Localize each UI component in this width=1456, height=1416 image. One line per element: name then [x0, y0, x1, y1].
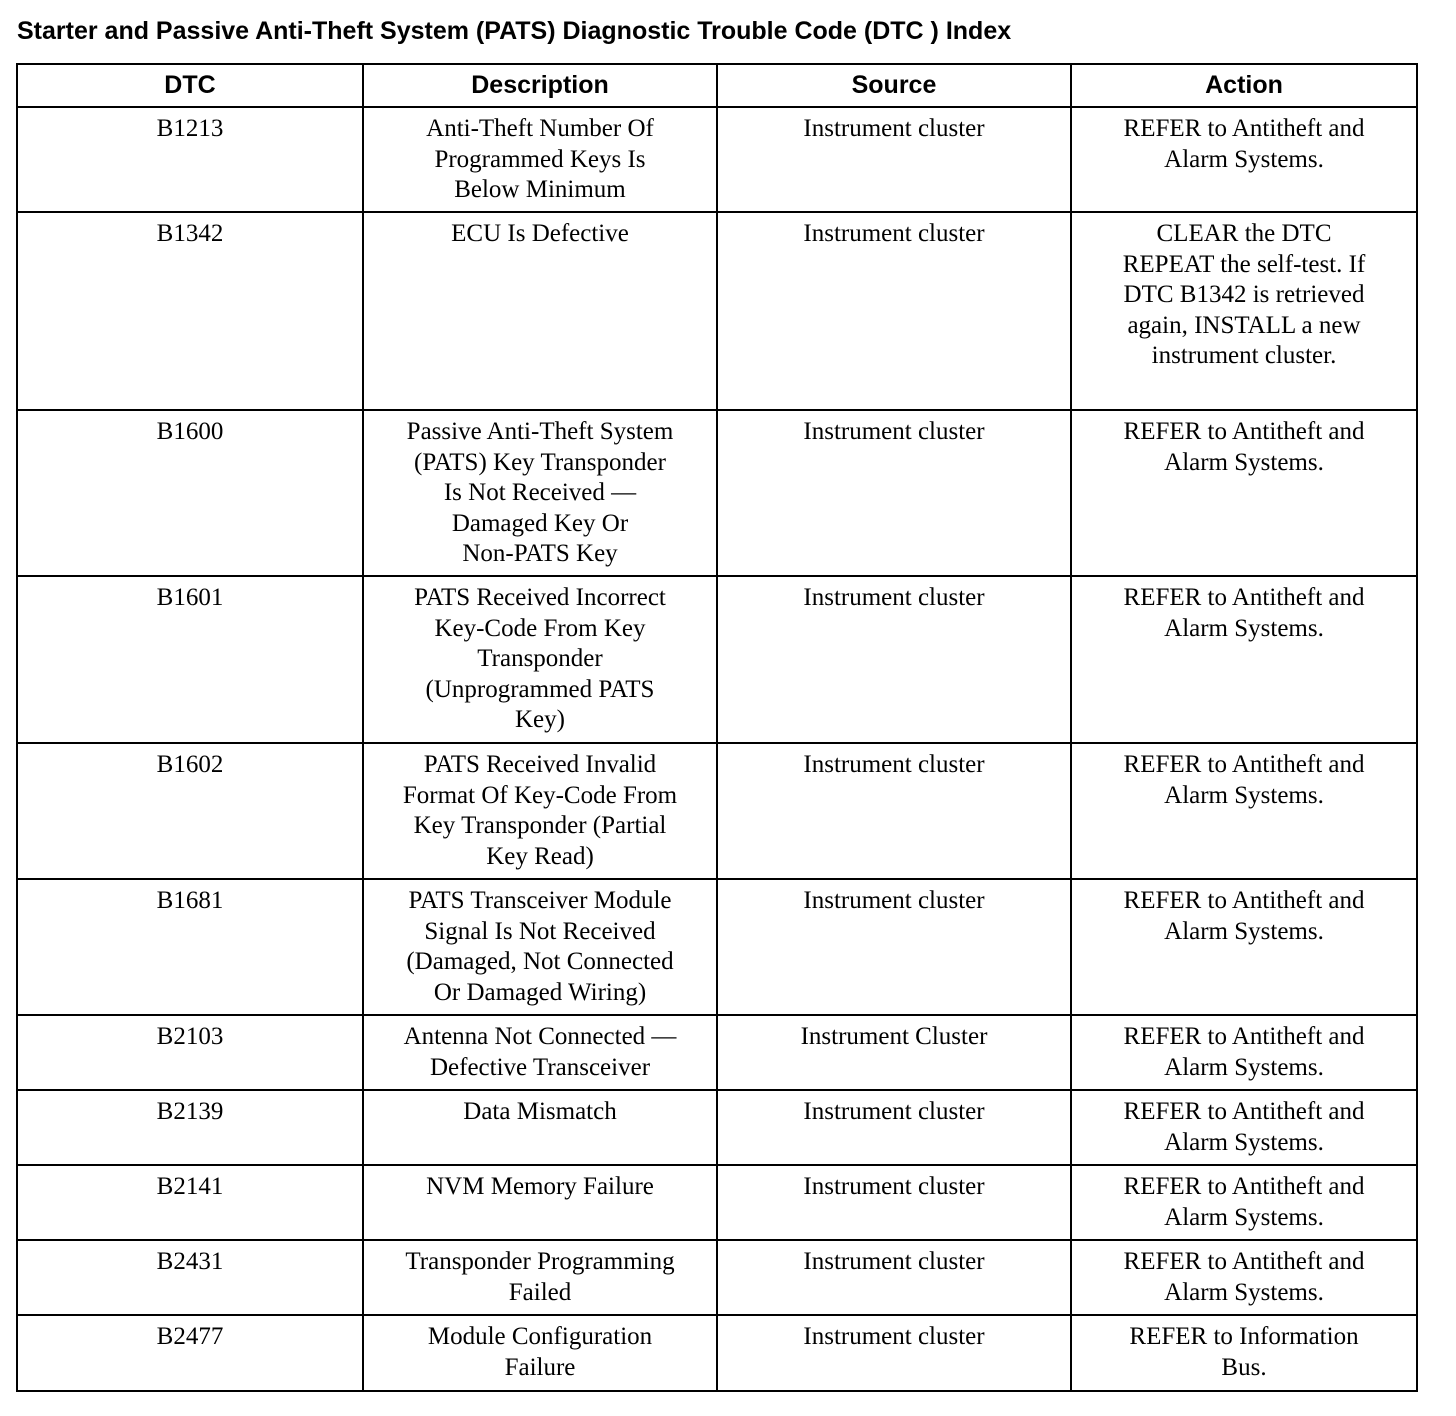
dtc-cell: B1601 — [17, 576, 363, 743]
action-cell-line: REFER to Antitheft and — [1123, 1098, 1365, 1125]
description-cell-line: PATS Received Incorrect — [414, 584, 666, 611]
action-cell — [1071, 212, 1417, 410]
description-cell — [363, 1315, 717, 1391]
action-cell-line: again, INSTALL a new — [1127, 311, 1361, 339]
dtc-cell: B2139 — [17, 1090, 363, 1165]
description-cell — [363, 1165, 717, 1240]
action-cell-line: REFER to Antitheft and — [1123, 751, 1365, 778]
action-cell-line: instrument cluster. — [1151, 342, 1337, 369]
description-cell-line: Format Of Key-Code From — [402, 781, 678, 809]
source-cell: Instrument cluster — [717, 1090, 1071, 1165]
action-cell-line: REFER to Antitheft and — [1123, 1248, 1365, 1275]
table-row — [17, 576, 1417, 743]
description-cell-line: Or Damaged Wiring) — [433, 978, 647, 1006]
action-cell-line: Alarm Systems. — [1164, 917, 1324, 945]
dtc-cell: B2431 — [17, 1240, 363, 1315]
action-cell — [1071, 743, 1417, 879]
column-header-source: Source — [717, 64, 1071, 107]
action-cell — [1071, 1090, 1417, 1165]
description-cell — [363, 1015, 717, 1090]
description-cell-line: ECU Is Defective — [451, 220, 629, 247]
description-cell-line: Defective Transceiver — [429, 1053, 651, 1081]
action-cell-line: Alarm Systems. — [1164, 448, 1324, 476]
table-row — [17, 743, 1417, 879]
description-cell-line: NVM Memory Failure — [426, 1173, 654, 1200]
table-row — [17, 212, 1417, 410]
description-cell-line: Data Mismatch — [463, 1098, 617, 1125]
action-cell-line: REFER to Antitheft and — [1123, 418, 1365, 445]
action-cell — [1071, 1015, 1417, 1090]
dtc-cell: B1213 — [17, 107, 363, 212]
action-cell-line: REFER to Antitheft and — [1123, 1023, 1365, 1050]
action-cell-line: REFER to Information — [1129, 1323, 1359, 1350]
description-cell-line: Failed — [508, 1278, 572, 1306]
action-cell-line: DTC B1342 is retrieved — [1123, 281, 1365, 308]
action-cell — [1071, 410, 1417, 576]
description-cell-line: Signal Is Not Received — [424, 917, 656, 945]
table-row — [17, 1240, 1417, 1315]
description-cell-line: Damaged Key Or — [451, 509, 629, 537]
table-row — [17, 1165, 1417, 1240]
description-cell-line: Below Minimum — [454, 176, 626, 203]
action-cell-line: Alarm Systems. — [1164, 781, 1324, 809]
description-cell-line: Programmed Keys Is — [434, 145, 646, 173]
source-cell: Instrument cluster — [717, 743, 1071, 879]
action-cell-line: REPEAT the self-test. If — [1122, 250, 1366, 278]
action-cell-line: REFER to Antitheft and — [1123, 887, 1365, 914]
dtc-cell: B1600 — [17, 410, 363, 576]
table-row — [17, 1315, 1417, 1391]
description-cell-line: (Damaged, Not Connected — [406, 948, 674, 975]
description-cell — [363, 1240, 717, 1315]
description-cell-line: Antenna Not Connected — — [403, 1023, 677, 1050]
action-cell-line: Alarm Systems. — [1164, 1053, 1324, 1081]
action-cell-line: Alarm Systems. — [1164, 614, 1324, 642]
description-cell-line: Key Transponder (Partial — [413, 812, 667, 839]
description-cell-line: Module Configuration — [427, 1323, 653, 1350]
table-row — [17, 1090, 1417, 1165]
action-cell-line: REFER to Antitheft and — [1123, 1173, 1365, 1200]
action-cell-line: Alarm Systems. — [1164, 1203, 1324, 1231]
description-cell-line: Key-Code From Key — [434, 614, 646, 642]
description-cell-line: Transponder Programming — [405, 1248, 675, 1275]
description-cell-line: Non-PATS Key — [462, 540, 618, 567]
dtc-cell: B1602 — [17, 743, 363, 879]
action-cell — [1071, 576, 1417, 743]
column-header-description: Description — [363, 64, 717, 107]
source-cell: Instrument cluster — [717, 212, 1071, 410]
source-cell: Instrument cluster — [717, 1315, 1071, 1391]
source-cell: Instrument cluster — [717, 107, 1071, 212]
description-cell-line: Failure — [504, 1353, 576, 1381]
source-cell: Instrument cluster — [717, 1240, 1071, 1315]
description-cell-line: Key) — [515, 706, 565, 733]
source-cell: Instrument Cluster — [717, 1015, 1071, 1090]
source-cell: Instrument cluster — [717, 576, 1071, 743]
table-row — [17, 107, 1417, 212]
description-cell — [363, 743, 717, 879]
description-cell-line: PATS Transceiver Module — [408, 887, 672, 914]
description-cell-line: PATS Received Invalid — [423, 751, 657, 778]
dtc-index-table — [16, 63, 1418, 1392]
action-cell — [1071, 1240, 1417, 1315]
description-cell-line: (Unprogrammed PATS — [425, 675, 655, 703]
dtc-cell: B1681 — [17, 879, 363, 1015]
table-row — [17, 1015, 1417, 1090]
column-header-action: Action — [1071, 64, 1417, 107]
action-cell-line: REFER to Antitheft and — [1123, 584, 1365, 611]
description-cell-line: Transponder — [477, 645, 603, 672]
table-row — [17, 879, 1417, 1015]
description-cell-line: Is Not Received — — [443, 479, 637, 506]
description-cell-line: (PATS) Key Transponder — [414, 448, 666, 476]
page-title: Starter and Passive Anti-Theft System (PATS) Diagnostic Trouble Code (DTC ) Index — [17, 17, 1012, 45]
dtc-cell: B1342 — [17, 212, 363, 410]
source-cell: Instrument cluster — [717, 1165, 1071, 1240]
description-cell — [363, 1090, 717, 1165]
description-cell — [363, 410, 717, 576]
source-cell: Instrument cluster — [717, 410, 1071, 576]
action-cell-line: CLEAR the DTC — [1156, 220, 1332, 247]
action-cell — [1071, 1165, 1417, 1240]
description-cell-line: Passive Anti-Theft System — [406, 418, 674, 445]
description-cell — [363, 212, 717, 410]
column-header-dtc: DTC — [17, 64, 363, 107]
action-cell-line: Alarm Systems. — [1164, 1278, 1324, 1306]
source-cell: Instrument cluster — [717, 879, 1071, 1015]
action-cell — [1071, 879, 1417, 1015]
table-row — [17, 410, 1417, 576]
action-cell-line: Bus. — [1221, 1353, 1267, 1381]
description-cell-line: Anti-Theft Number Of — [426, 115, 654, 142]
table-header-row — [17, 64, 1417, 107]
description-cell — [363, 107, 717, 212]
action-cell — [1071, 107, 1417, 212]
dtc-cell: B2477 — [17, 1315, 363, 1391]
action-cell-line: REFER to Antitheft and — [1123, 115, 1365, 142]
action-cell-line: Alarm Systems. — [1164, 1128, 1324, 1156]
description-cell-line: Key Read) — [486, 842, 594, 870]
action-cell-line: Alarm Systems. — [1164, 145, 1324, 173]
description-cell — [363, 576, 717, 743]
dtc-cell: B2103 — [17, 1015, 363, 1090]
dtc-cell: B2141 — [17, 1165, 363, 1240]
action-cell — [1071, 1315, 1417, 1391]
description-cell — [363, 879, 717, 1015]
